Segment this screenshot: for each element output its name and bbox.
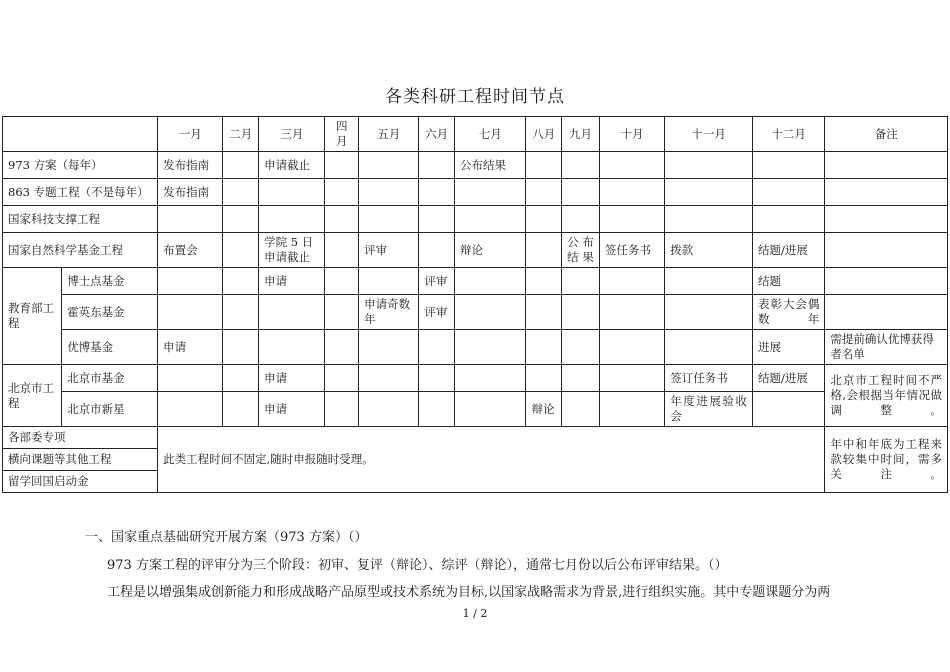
cell: 表彰大会偶数年 bbox=[752, 295, 824, 330]
month-header: 九月 bbox=[562, 117, 600, 152]
row-label: 留学回国启动金 bbox=[3, 471, 158, 493]
table-row bbox=[3, 268, 948, 295]
cell: 申请截止 bbox=[259, 152, 325, 179]
row-label: 973 方案（每年） bbox=[3, 152, 158, 179]
paragraph: 973 方案工程的评审分为三个阶段：初审、复评（辩论）、综评（辩论），通常七月份以后公布评审结果。（） bbox=[107, 558, 728, 573]
month-header: 一月 bbox=[158, 117, 223, 152]
row-label: 各部委专项 bbox=[3, 427, 158, 449]
row-label: 北京市基金 bbox=[62, 365, 158, 392]
cell: 申请 bbox=[259, 268, 325, 295]
cell: 申请 bbox=[259, 392, 325, 427]
month-header: 十一月 bbox=[665, 117, 753, 152]
cell: 发布指南 bbox=[158, 179, 223, 206]
cell: 签订任务书 bbox=[665, 365, 753, 392]
row-label: 博士点基金 bbox=[62, 268, 158, 295]
table-row bbox=[3, 233, 948, 268]
cell: 签任务书 bbox=[599, 233, 664, 268]
remark-cell: 北京市工程时间不严格,会根据当年情况做调整。 bbox=[825, 365, 948, 427]
cell: 结题 bbox=[752, 268, 824, 295]
cell: 年度进展验收会 bbox=[665, 392, 753, 427]
row-label: 横向课题等其他工程 bbox=[3, 449, 158, 471]
cell: 结题/进展 bbox=[752, 365, 824, 392]
table-header-row bbox=[3, 117, 948, 152]
table-row bbox=[3, 206, 948, 233]
paragraph-heading: 一、国家重点基础研究开展方案（973 方案）（） bbox=[85, 530, 368, 545]
cell: 辩论 bbox=[455, 233, 526, 268]
row-label: 国家科技支撑工程 bbox=[3, 206, 158, 233]
remark-cell: 年中和年底为工程来款较集中时间，需多关注。 bbox=[825, 427, 948, 493]
cell: 发布指南 bbox=[158, 152, 223, 179]
cell: 布置会 bbox=[158, 233, 223, 268]
month-header: 七月 bbox=[455, 117, 526, 152]
month-header: 十月 bbox=[599, 117, 664, 152]
cell: 拨款 bbox=[665, 233, 753, 268]
row-label: 863 专题工程（不是每年） bbox=[3, 179, 158, 206]
table-row bbox=[3, 427, 948, 449]
month-header: 二月 bbox=[223, 117, 259, 152]
cell: 评审 bbox=[419, 268, 455, 295]
cell: 申请奇数年 bbox=[359, 295, 419, 330]
table-row bbox=[3, 152, 948, 179]
cell: 申请 bbox=[259, 365, 325, 392]
table-row bbox=[3, 179, 948, 206]
header-blank bbox=[3, 117, 158, 152]
row-label: 优博基金 bbox=[62, 330, 158, 365]
month-header: 三月 bbox=[259, 117, 325, 152]
row-label: 国家自然科学基金工程 bbox=[3, 233, 158, 268]
month-header: 八月 bbox=[526, 117, 562, 152]
month-header: 六月 bbox=[419, 117, 455, 152]
group-label: 教育部工程 bbox=[3, 268, 62, 365]
month-header: 四月 bbox=[325, 117, 359, 152]
schedule-table bbox=[2, 116, 948, 493]
row-label: 霍英东基金 bbox=[62, 295, 158, 330]
remark-cell: 需提前确认优博获得者名单 bbox=[825, 330, 948, 365]
page-number: 1 / 2 bbox=[462, 607, 488, 620]
month-header: 十二月 bbox=[752, 117, 824, 152]
table-row bbox=[3, 392, 948, 427]
table-row bbox=[3, 295, 948, 330]
cell: 公布结果 bbox=[455, 152, 526, 179]
month-header: 五月 bbox=[359, 117, 419, 152]
cell: 评审 bbox=[359, 233, 419, 268]
remark-header: 备注 bbox=[825, 117, 948, 152]
row-label: 北京市新星 bbox=[62, 392, 158, 427]
paragraph: 工程是以增强集成创新能力和形成战略产品原型或技术系统为目标,以国家战略需求为背景,进行组织实施。其中专题课题分为两 bbox=[107, 585, 831, 600]
table-row bbox=[3, 365, 948, 392]
cell: 申请 bbox=[158, 330, 223, 365]
cell: 结题/进展 bbox=[752, 233, 824, 268]
misc-note: 此类工程时间不固定,随时申报随时受理。 bbox=[158, 427, 825, 493]
cell: 公布结果 bbox=[562, 233, 600, 268]
group-label: 北京市工程 bbox=[3, 365, 62, 427]
page-title: 各类科研工程时间节点 bbox=[385, 87, 565, 107]
cell: 评审 bbox=[419, 295, 455, 330]
cell: 进展 bbox=[752, 330, 824, 365]
cell: 辩论 bbox=[526, 392, 562, 427]
table-row bbox=[3, 330, 948, 365]
cell: 学院 5 日申请截止 bbox=[259, 233, 325, 268]
